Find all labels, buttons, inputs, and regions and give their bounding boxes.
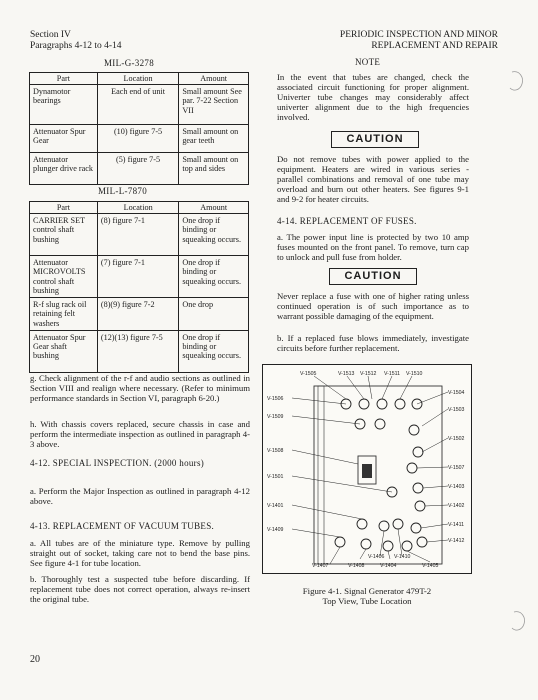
label-v1407: V-1407 bbox=[312, 563, 329, 569]
label-v1408: V-1408 bbox=[348, 563, 365, 569]
label-v1403: V-1403 bbox=[448, 484, 465, 490]
label-v1405: V-1405 bbox=[422, 563, 439, 569]
paragraph-4-13b: b. Thoroughly test a suspected tube before discarding. If replacement tube does not correct operation, always re-insert the original tube. bbox=[30, 574, 250, 605]
label-v1506: V-1506 bbox=[267, 396, 284, 402]
label-v1510: V-1510 bbox=[406, 371, 423, 377]
label-v1409: V-1409 bbox=[267, 527, 284, 533]
label-v1502: V-1502 bbox=[448, 436, 465, 442]
punch-hole-mark-top bbox=[506, 68, 526, 94]
section-4-14-heading: 4-14. REPLACEMENT OF FUSES. bbox=[277, 216, 417, 226]
cell-part: R-f slug rack oil retaining felt washers bbox=[30, 298, 98, 331]
cell-part: Dynamotor bearings bbox=[30, 85, 98, 125]
cell-part: Attenuator plunger drive rack bbox=[30, 153, 98, 185]
cell-part: Attenuator Spur Gear bbox=[30, 125, 98, 153]
cell-location: Each end of unit bbox=[97, 85, 179, 125]
note-text: In the event that tubes are changed, check the associated circuit functioning for proper alignment. Univerter tube changes may considerably affect univerter alignment due to the high frequencies involved. bbox=[277, 72, 469, 123]
cell-location: (10) figure 7-5 bbox=[97, 125, 179, 153]
table-row bbox=[30, 330, 249, 372]
section-label: Section IV bbox=[30, 30, 71, 40]
col-header-location: Location bbox=[97, 202, 178, 214]
label-v1406: V-1406 bbox=[368, 554, 385, 560]
label-v1503: V-1503 bbox=[448, 407, 465, 413]
label-v1501: V-1501 bbox=[267, 474, 284, 480]
note-title: NOTE bbox=[355, 57, 381, 67]
cell-location: (8)(9) figure 7-2 bbox=[97, 298, 178, 331]
tube-socket bbox=[402, 541, 412, 551]
chapter-title-line2: REPLACEMENT AND REPAIR bbox=[371, 41, 498, 51]
label-v1513: V-1513 bbox=[338, 371, 355, 377]
tube-socket bbox=[411, 523, 421, 533]
cell-location: (12)(13) figure 7-5 bbox=[97, 330, 178, 372]
tube-socket bbox=[413, 483, 423, 493]
table-row bbox=[30, 298, 249, 331]
col-header-part: Part bbox=[30, 202, 98, 214]
col-header-part: Part bbox=[30, 73, 98, 85]
paragraphs-label: Paragraphs 4-12 to 4-14 bbox=[30, 41, 122, 51]
cell-part: CARRIER SET control shaft bushing bbox=[30, 214, 98, 256]
tube-socket bbox=[393, 519, 403, 529]
caution-1-text: Do not remove tubes with power applied to the equipment. Heaters are wired in various series - parallel combinations and removal of one tube may overload and burn out other heaters. See figures 9-1 and 9-2 for heater circuits. bbox=[277, 154, 469, 205]
caution-banner-1: CAUTION bbox=[331, 131, 419, 148]
caution-banner-2: CAUTION bbox=[329, 268, 417, 285]
tube-socket bbox=[407, 463, 417, 473]
tube-socket bbox=[395, 399, 405, 409]
paragraph-4-14b: b. If a replaced fuse blows immediately, investigate circuits before further replacement. bbox=[277, 333, 469, 354]
tube-socket bbox=[409, 425, 419, 435]
tube-socket bbox=[357, 519, 367, 529]
label-v1410: V-1410 bbox=[394, 554, 411, 560]
cell-amount: One drop if binding or squeaking occurs. bbox=[179, 214, 249, 256]
lubrication-table-1 bbox=[29, 72, 249, 185]
table-header-row bbox=[30, 202, 249, 214]
tube-socket bbox=[379, 521, 389, 531]
label-v1504: V-1504 bbox=[448, 390, 465, 396]
table-row bbox=[30, 214, 249, 256]
label-v1511: V-1511 bbox=[384, 371, 401, 377]
table-row bbox=[30, 153, 249, 185]
tube-socket bbox=[415, 501, 425, 511]
tube-socket bbox=[417, 537, 427, 547]
label-v1508: V-1508 bbox=[267, 448, 284, 454]
tube-socket bbox=[335, 537, 345, 547]
label-v1505: V-1505 bbox=[300, 371, 317, 377]
cell-amount: Small amount on gear teeth bbox=[179, 125, 249, 153]
label-v1402: V-1402 bbox=[448, 503, 465, 509]
tube-socket bbox=[375, 419, 385, 429]
punch-hole-mark-bottom bbox=[508, 608, 528, 634]
figure-caption bbox=[262, 586, 472, 606]
tube-socket bbox=[383, 541, 393, 551]
label-v1507: V-1507 bbox=[448, 465, 465, 471]
paragraph-h: h. With chassis covers replaced, secure chassis in case and perform the intermediate inspection as outlined in paragraph 4-3 above. bbox=[30, 419, 250, 450]
label-v1401: V-1401 bbox=[267, 503, 284, 509]
caution-2-text: Never replace a fuse with one of higher rating unless continued operation is of such importance as to warrant possible damaging of the equipment. bbox=[277, 291, 469, 322]
table-row bbox=[30, 85, 249, 125]
tube-location-figure bbox=[262, 364, 472, 574]
paragraph-4-14a: a. The power input line is protected by two 10 amp fuses mounted on the front panel. To remove, turn cap to unlock and pull fuse from holder. bbox=[277, 232, 469, 263]
figure-caption-line1: Figure 4-1. Signal Generator 479T-2 bbox=[302, 586, 432, 596]
cell-location: (7) figure 7-1 bbox=[97, 256, 178, 298]
tube-socket bbox=[413, 447, 423, 457]
figure-caption-line2: Top View, Tube Location bbox=[322, 596, 412, 606]
chapter-title-line1: PERIODIC INSPECTION AND MINOR bbox=[339, 30, 498, 40]
tube-socket bbox=[361, 539, 371, 549]
label-v1512: V-1512 bbox=[360, 371, 377, 377]
table2-title: MIL-L-7870 bbox=[98, 186, 147, 196]
lubrication-table-2 bbox=[29, 201, 249, 373]
label-v1412: V-1412 bbox=[448, 538, 465, 544]
cell-amount: One drop bbox=[179, 298, 249, 331]
col-header-location: Location bbox=[97, 73, 179, 85]
label-v1411: V-1411 bbox=[448, 522, 465, 528]
paragraph-g: g. Check alignment of the r-f and audio sections as outlined in Section VIII and realign where necessary. (Refer to minimum performance standards in Section VI, paragraph 6-20.) bbox=[30, 373, 250, 404]
label-v1509: V-1509 bbox=[267, 414, 284, 420]
cell-location: (5) figure 7-5 bbox=[97, 153, 179, 185]
section-4-12-heading: 4-12. SPECIAL INSPECTION. (2000 hours) bbox=[30, 458, 205, 468]
table1-title: MIL-G-3278 bbox=[104, 58, 154, 68]
cell-location: (8) figure 7-1 bbox=[97, 214, 178, 256]
tube-socket bbox=[359, 399, 369, 409]
col-header-amount: Amount bbox=[179, 73, 249, 85]
cell-amount: One drop if binding or squeaking occurs. bbox=[179, 256, 249, 298]
label-v1404: V-1404 bbox=[380, 563, 397, 569]
table-header-row bbox=[30, 73, 249, 85]
cell-amount: Small amount on top and sides bbox=[179, 153, 249, 185]
page-number: 20 bbox=[30, 654, 40, 665]
tube-socket bbox=[377, 399, 387, 409]
center-module-fill bbox=[362, 464, 372, 478]
col-header-amount: Amount bbox=[179, 202, 249, 214]
cell-amount: Small amount See par. 7-22 Section VII bbox=[179, 85, 249, 125]
cell-part: Attenuator Spur Gear shaft bushing bbox=[30, 330, 98, 372]
table-row bbox=[30, 125, 249, 153]
paragraph-4-12a: a. Perform the Major Inspection as outlined in paragraph 4-12 above. bbox=[30, 486, 250, 507]
table-row bbox=[30, 256, 249, 298]
cell-amount: One drop if binding or squeaking occurs. bbox=[179, 330, 249, 372]
section-4-13-heading: 4-13. REPLACEMENT OF VACUUM TUBES. bbox=[30, 521, 215, 531]
paragraph-4-13a: a. All tubes are of the miniature type. Remove by pulling straight out of socket, taking care not to bend the base pins. See figure 4-1 for tube location. bbox=[30, 538, 250, 569]
cell-part: Attenuator MICROVOLTS control shaft bushing bbox=[30, 256, 98, 298]
